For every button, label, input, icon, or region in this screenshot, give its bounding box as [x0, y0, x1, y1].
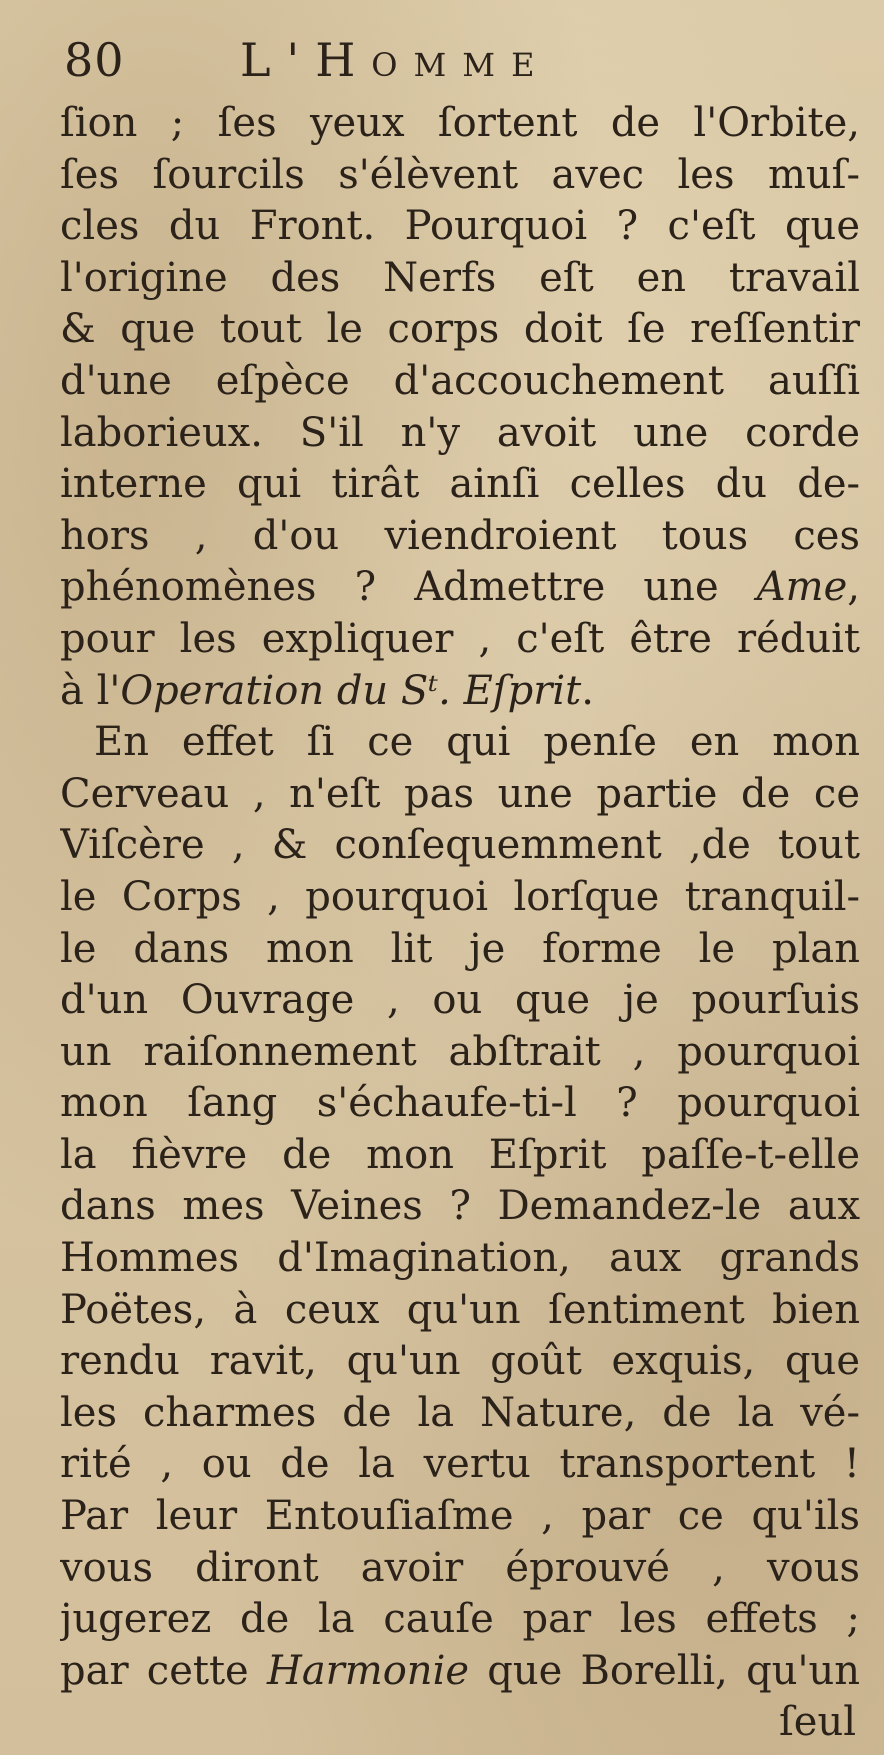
- text-line: jugerez de la cauſe par les effets ;: [60, 1596, 860, 1643]
- page-number: 80: [64, 33, 125, 87]
- italic-phrase: Operation du Sᵗ. Eſprit: [120, 667, 582, 714]
- text-line: les charmes de la Nature, de la vé-: [60, 1389, 860, 1436]
- text-line: ſion ; ſes yeux ſortent de l'Orbite,: [60, 100, 860, 146]
- text-line: cles du Front. Pourquoi ? c'eſt que: [60, 203, 860, 250]
- running-head: L'Homme: [240, 33, 551, 87]
- text-line: rité , ou de la vertu transportent !: [60, 1441, 860, 1488]
- catchword: ſeul: [778, 1699, 856, 1746]
- text-line-with-italic: [60, 562, 860, 614]
- text-fragment: à l': [60, 667, 121, 714]
- text-line: hors , d'ou viendroient tous ces: [60, 512, 860, 559]
- text-line: Hommes d'Imagination, aux grands: [60, 1235, 860, 1282]
- text-line-with-italic: [60, 1646, 860, 1698]
- paragraph-start-line: En effet ſi ce qui penſe en mon: [94, 719, 860, 766]
- text-line: vous diront avoir éprouvé , vous: [60, 1544, 860, 1591]
- text-line-with-italic: [60, 666, 860, 718]
- text-line: la fièvre de mon Eſprit paſſe-t-elle: [60, 1131, 860, 1178]
- body-text: [60, 98, 860, 1749]
- text-fragment: .: [581, 667, 594, 714]
- text-fragment: ,: [847, 564, 860, 611]
- text-line: l'origine des Nerfs eſt en travail: [60, 254, 860, 301]
- text-line: un raiſonnement abſtrait , pourquoi: [60, 1028, 860, 1075]
- text-line: dans mes Veines ? Demandez-le aux: [60, 1183, 860, 1230]
- text-line: interne qui tirât ainſi celles du de-: [60, 461, 860, 508]
- text-line: le Corps , pourquoi lorſque tranquil-: [60, 873, 860, 920]
- text-line: le dans mon lit je forme le plan: [60, 925, 860, 972]
- text-line: Cerveau , n'eſt pas une partie de ce: [60, 770, 860, 817]
- text-fragment: par cette: [60, 1647, 267, 1694]
- text-line: rendu ravit, qu'un goût exquis, que: [60, 1338, 860, 1385]
- text-line: d'un Ouvrage , ou que je pourſuis: [60, 977, 860, 1024]
- text-line: Poëtes, à ceux qu'un ſentiment bien: [60, 1286, 860, 1333]
- text-fragment: phénomènes ? Admettre une: [60, 564, 757, 611]
- text-line: d'une eſpèce d'accouchement auſſi: [60, 357, 860, 404]
- text-line: Viſcère , & conſequemment ,de tout: [60, 822, 860, 869]
- text-line: & que tout le corps doit ſe reſſentir: [60, 306, 860, 353]
- italic-word: Ame: [756, 564, 848, 611]
- text-line: mon ſang s'échaufe-ti-l ? pourquoi: [60, 1080, 860, 1127]
- text-line: Par leur Entouſiaſme , par ce qu'ils: [60, 1493, 860, 1540]
- italic-word: Harmonie: [266, 1647, 470, 1694]
- text-fragment: que Borelli, qu'un: [469, 1647, 860, 1694]
- page-header: [60, 28, 840, 92]
- text-line: laborieux. S'il n'y avoit une corde: [60, 409, 860, 456]
- text-line: ſes ſourcils s'élèvent avec les muſ-: [60, 151, 860, 198]
- text-line: pour les expliquer , c'eſt être réduit: [60, 615, 860, 662]
